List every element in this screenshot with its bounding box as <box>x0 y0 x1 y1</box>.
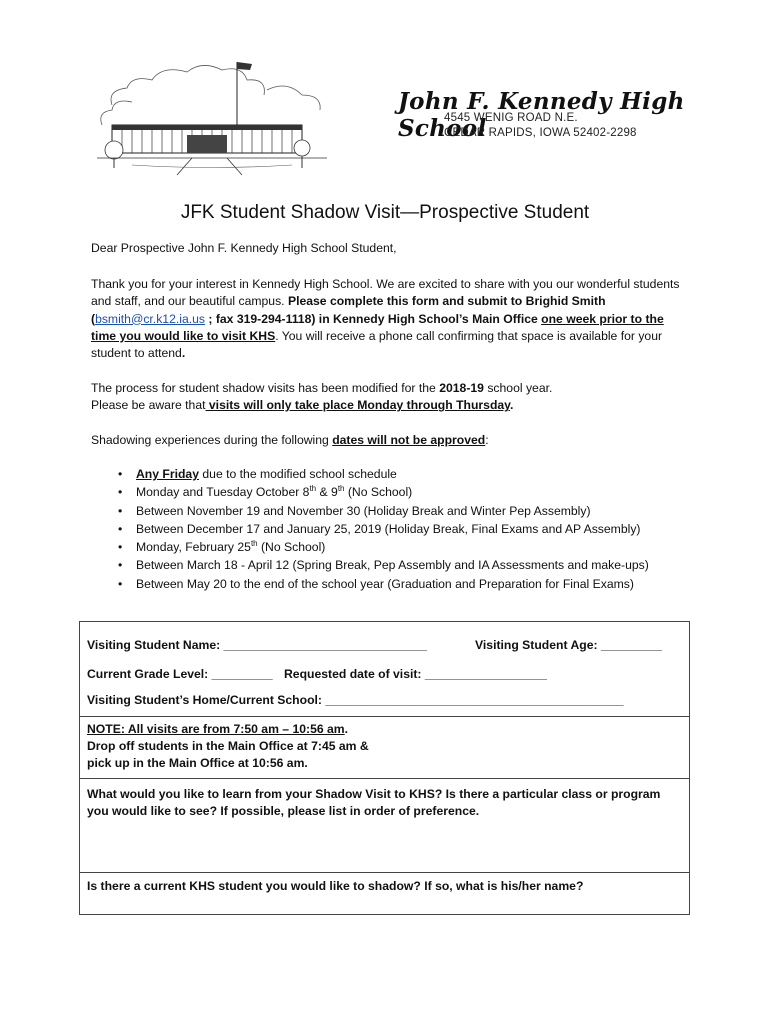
shadow-question: Is there a current KHS student you would like to shadow? If so, what is his/her name? <box>87 879 584 893</box>
learn-question-section[interactable] <box>80 778 689 872</box>
process-paragraph: The process for student shadow visits has been modified for the 2018-19 school year. Please be aware that visits will only take place Monday through Thursday. <box>91 381 553 413</box>
home-school-field[interactable]: Visiting Student’s Home/Current School: ____________________________________________ <box>87 693 624 707</box>
note-line2: Drop off students in the Main Office at 7:45 am & <box>87 739 369 753</box>
list-item: • Between May 20 to the end of the school year (Graduation and Preparation for Final Exams) <box>118 576 634 591</box>
list-item: • Between December 17 and January 25, 2019 (Holiday Break, Final Exams and AP Assembly) <box>118 521 641 536</box>
school-name: John F. Kennedy High School <box>398 88 685 142</box>
school-address-line2: CEDAR RAPIDS, IOWA 52402-2298 <box>444 127 637 139</box>
salutation: Dear Prospective John F. Kennedy High School Student, <box>91 241 397 255</box>
school-address-line1: 4545 WENIG ROAD N.E. <box>444 112 578 124</box>
shadow-question-section[interactable] <box>80 872 689 915</box>
note-line3: pick up in the Main Office at 10:56 am. <box>87 756 308 770</box>
intro-paragraph: Thank you for your interest in Kennedy High School. We are excited to share with you our wonderful students and staff, and our beautiful campus. Please complete this form and submit to Brighid Smith (bsmith@cr.k12.ia.us ; fax 319-294-1118) in Kennedy High School’s Main Office one week prior to the time you would like to visit KHS. You will receive a phone call confirming that space is available for your student to attend. <box>91 277 680 361</box>
email-link[interactable]: bsmith@cr.k12.ia.us <box>95 311 205 326</box>
learn-question: What would you like to learn from your Shadow Visit to KHS? Is there a particular class or program you would like to see? If possible, please list in order of preference. <box>87 787 661 818</box>
visit-form <box>79 621 690 915</box>
unapproved-dates-list <box>118 465 678 593</box>
list-item: • Between November 19 and November 30 (Holiday Break and Winter Pep Assembly) <box>118 503 591 518</box>
list-item: • Monday, February 25th (No School) <box>118 539 326 555</box>
list-item: • Monday and Tuesday October 8th & 9th (No School) <box>118 484 413 500</box>
student-name-field[interactable]: Visiting Student Name: ______________________________ <box>87 638 427 652</box>
grade-level-field[interactable]: Current Grade Level: _________ <box>87 667 273 681</box>
document-title: JFK Student Shadow Visit—Prospective Student <box>180 202 590 223</box>
note-line1: NOTE: All visits are from 7:50 am – 10:56 am. <box>87 722 349 736</box>
requested-date-field[interactable]: Requested date of visit: __________________ <box>284 667 547 681</box>
school-building-illustration <box>92 50 332 180</box>
student-age-field[interactable]: Visiting Student Age: _________ <box>475 638 662 652</box>
note-section <box>80 716 689 778</box>
shadowing-paragraph: Shadowing experiences during the following dates will not be approved: <box>91 433 489 447</box>
list-item: • Between March 18 - April 12 (Spring Break, Pep Assembly and IA Assessments and make-ups) <box>118 558 649 573</box>
list-item: • Any Friday due to the modified school schedule <box>118 467 397 481</box>
